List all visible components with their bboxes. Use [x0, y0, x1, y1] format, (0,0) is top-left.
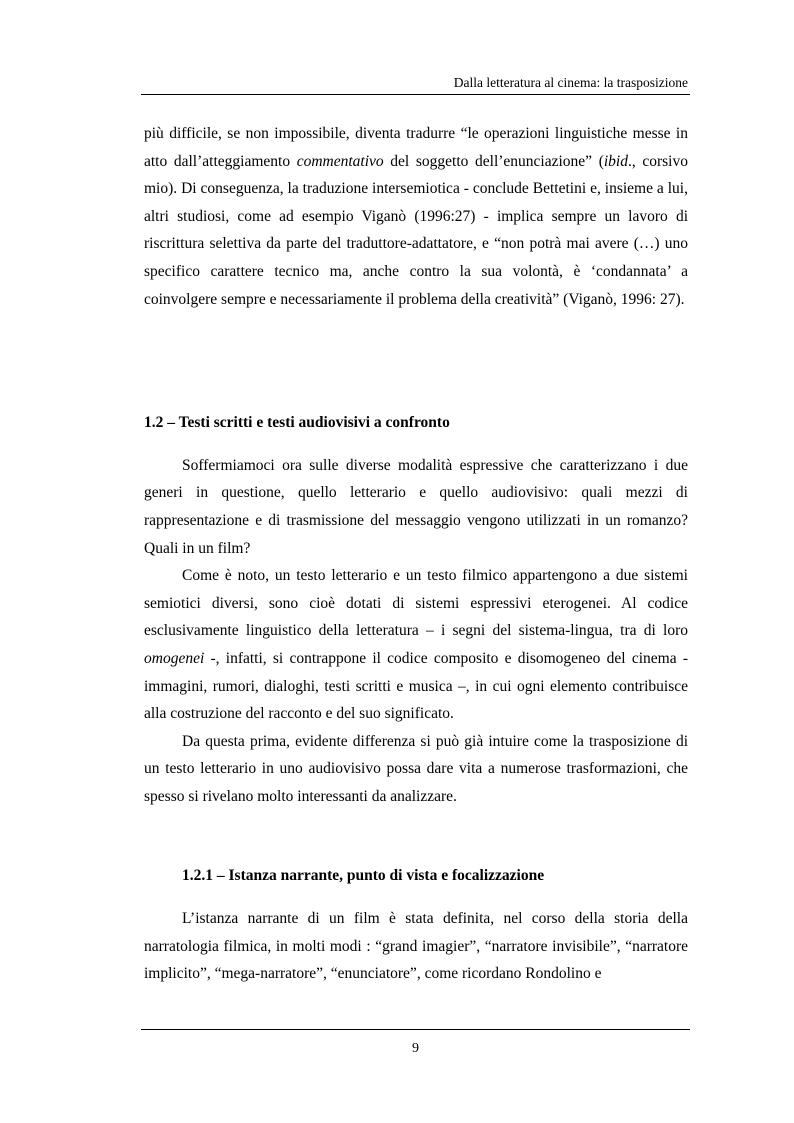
- section-heading-1-2: 1.2 – Testi scritti e testi audiovisivi a confronto: [144, 414, 450, 432]
- footer-rule: [141, 1029, 690, 1030]
- text-run: ., corsivo mio). Di conseguenza, la traduzione intersemiotica - conclude Bettetini e, insieme a lui, altri studiosi, come ad esempio Viganò (1996:27) - implica sempre un lavoro di riscrittura selettiva da parte del traduttore-adattatore, e “non potrà mai avere (…) uno specifico carattere tecnico ma, anche contro la sua volontà, è ‘condannata’ a coinvolgere sempre e necessariamente il problema della creatività” (Viganò, 1996: 27).: [144, 152, 688, 308]
- page-number: 9: [412, 1041, 419, 1056]
- italic-term: ibid: [603, 152, 628, 170]
- italic-term: omogenei: [144, 649, 205, 667]
- paragraph-continuation: [144, 120, 688, 313]
- paragraph: Da questa prima, evidente differenza si può già intuire come la trasposizione di un testo letterario in uno audiovisivo possa dare vita a numerose trasformazioni, che spesso si rivelano molto interessanti da analizzare.: [144, 732, 688, 805]
- text-run: -, infatti, si contrappone il codice composito e disomogeneo del cinema - immagini, rumori, dialoghi, testi scritti e musica –, in cui ogni elemento contribuisce alla costruzione del racconto e del suo significato.: [144, 649, 688, 723]
- header-rule: [141, 94, 690, 95]
- subsection-heading-1-2-1: 1.2.1 – Istanza narrante, punto di vista e focalizzazione: [182, 867, 545, 885]
- text-run: Come è noto, un testo letterario e un testo filmico appartengono a due sistemi semiotici diversi, sono cioè dotati di sistemi espressivi eterogenei. Al codice esclusivamente linguistico della letteratura – i segni del sistema-lingua, tra di loro: [144, 567, 688, 640]
- text-run: più difficile, se non impossibile, diventa tradurre “le operazioni linguistiche messe in atto dall’atteggiamento: [144, 125, 688, 170]
- body-text: [144, 120, 688, 988]
- paragraph: Soffermiamoci ora sulle diverse modalità espressive che caratterizzano i due generi in questione, quello letterario e quello audiovisivo: quali mezzi di rappresentazione e di trasmissione del messaggio vengono utilizzati in un romanzo? Quali in un film?: [144, 456, 688, 557]
- running-header: Dalla letteratura al cinema: la trasposizione: [453, 75, 688, 90]
- italic-term: commentativo: [296, 152, 384, 170]
- paragraph: [144, 562, 688, 728]
- paragraph: L’istanza narrante di un film è stata definita, nel corso della storia della narratologia filmica, in molti modi : “grand imagier”, “narratore invisibile”, “narratore implicito”, “mega-narratore”, “enunciatore”, come ricordano Rondolino e: [144, 910, 688, 983]
- text-run: del soggetto dell’enunciazione” (: [383, 152, 604, 170]
